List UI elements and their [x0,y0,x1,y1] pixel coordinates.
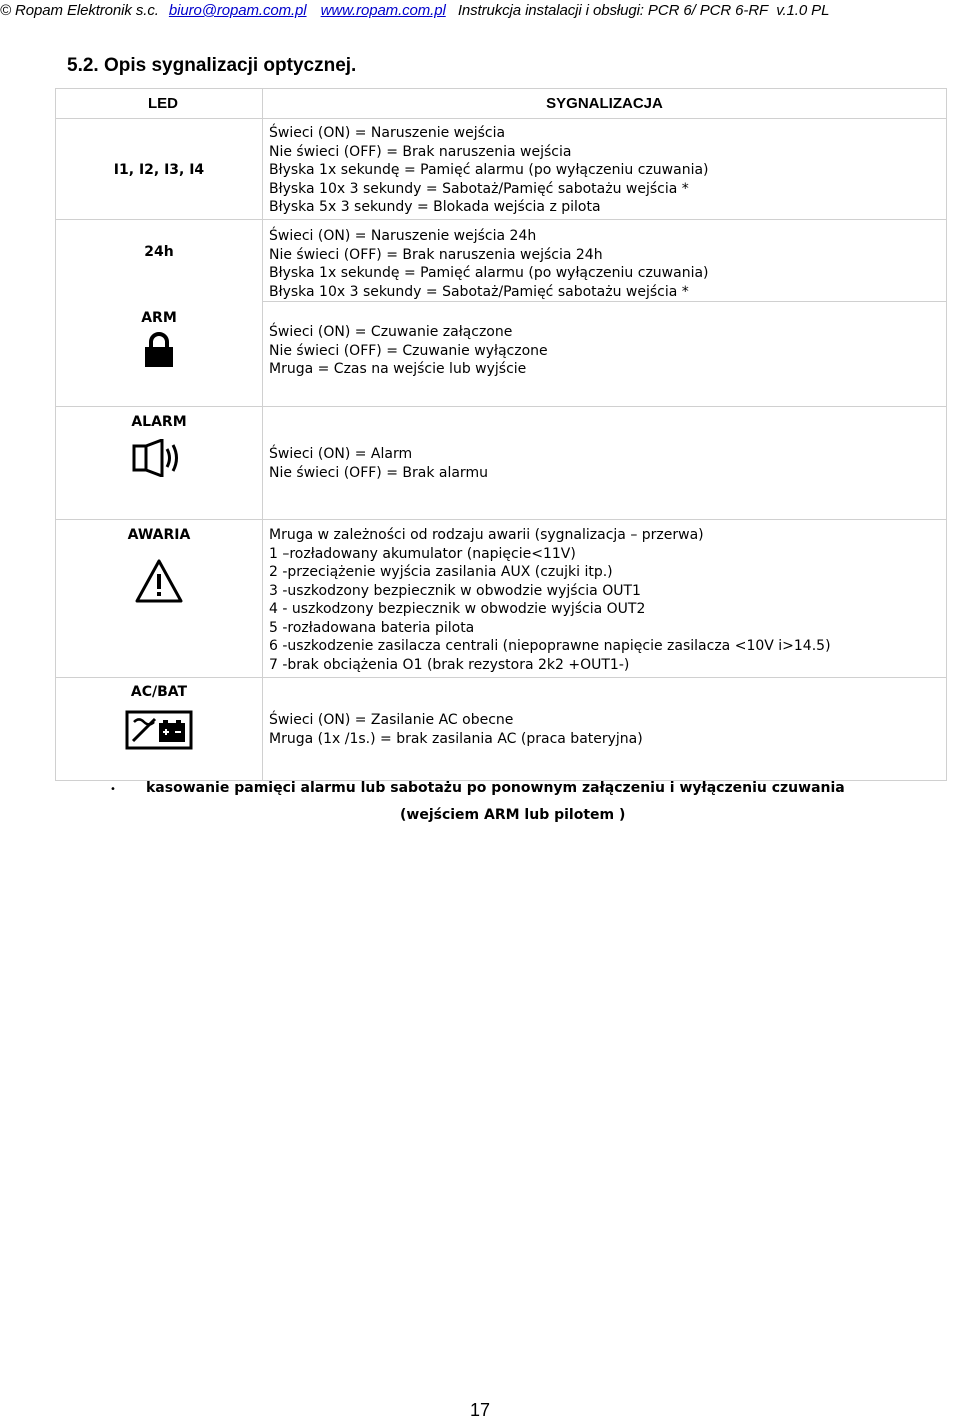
signal-line: 5 -rozładowana bateria pilota [269,619,475,636]
signal-cell [263,220,947,302]
led-column-header: LED [56,89,263,119]
signal-line: Błyska 10x 3 sekundy = Sabotaż/Pamięć sabotażu wejścia * [269,283,689,300]
signal-line: Nie świeci (OFF) = Brak naruszenia wejścia [269,143,572,160]
bullet-icon: • [110,784,116,795]
signal-line: Świeci (ON) = Zasilanie AC obecne [269,712,514,728]
signal-line: Mruga (1x /1s.) = brak zasilania AC (praca bateryjna) [269,730,643,747]
table-row [56,678,947,781]
signal-description [263,407,946,482]
reset-note-line-1: kasowanie pamięci alarmu lub sabotażu po ponownym załączeniu i wyłączeniu czuwania [146,780,845,796]
signal-cell [263,678,947,781]
table-row [56,220,947,302]
signal-description [263,220,946,301]
led-cell [56,220,263,302]
led-cell [56,302,263,407]
signal-line: Błyska 10x 3 sekundy = Sabotaż/Pamięć sabotażu wejścia * [269,180,689,197]
signal-line: 7 -brak obciążenia O1 (brak rezystora 2k2 +OUT1-) [269,656,630,673]
signal-line: Nie świeci (OFF) = Czuwanie wyłączone [269,342,548,359]
signal-line: Nie świeci (OFF) = Brak naruszenia wejścia 24h [269,246,603,263]
signal-description [263,119,946,217]
signal-line: Świeci (ON) = Czuwanie załączone [269,324,513,340]
padlock-icon [143,332,175,368]
led-signal-table [55,88,947,781]
signal-description [263,302,946,379]
led-cell [56,520,263,678]
ac-battery-icon [125,710,193,750]
signal-line: Błyska 1x sekundę = Pamięć alarmu (po wyłączeniu czuwania) [269,265,709,281]
signal-line: 3 -uszkodzony bezpiecznik w obwodzie wyjścia OUT1 [269,582,641,599]
signal-line: 2 -przeciążenie wyjścia zasilania AUX (czujki itp.) [269,564,613,580]
section-title: 5.2. Opis sygnalizacji optycznej. [67,55,357,76]
signal-line: 4 - uszkodzony bezpiecznik w obwodzie wyjścia OUT2 [269,601,646,617]
signal-line: 1 –rozładowany akumulator (napięcie<11V) [269,545,576,562]
website-link[interactable]: www.ropam.com.pl [320,2,446,19]
led-cell [56,678,263,781]
signal-description [263,678,946,748]
reset-note-line-2: (wejściem ARM lub pilotem ) [400,807,626,823]
table-header-row [56,89,947,119]
email-link[interactable]: biuro@ropam.com.pl [168,2,307,19]
signal-cell [263,302,947,407]
signal-column-header: SYGNALIZACJA [263,89,947,119]
page-number: 17 [469,1400,491,1420]
table-row [56,302,947,407]
warning-triangle-icon [134,558,184,604]
signal-line: 6 -uszkodzenie zasilacza centrali (niepoprawne napięcie zasilacza <10V i>14.5) [269,638,831,654]
led-cell [56,407,263,520]
page-header [0,2,960,22]
signal-line: Świeci (ON) = Naruszenie wejścia 24h [269,228,537,244]
signal-line: Świeci (ON) = Alarm [269,446,413,462]
led-name: ARM [141,309,177,326]
led-name: ALARM [131,414,187,430]
table-row [56,520,947,678]
company-name: © Ropam Elektronik s.c. [0,2,159,19]
signal-cell [263,407,947,520]
led-name: I1, I2, I3, I4 [113,162,205,178]
version-label: v.1.0 PL [776,2,830,19]
signal-description [263,520,946,674]
manual-title: Instrukcja instalacji i obsługi: PCR 6/ PCR 6-RF [457,2,769,19]
signal-line: Mruga w zależności od rodzaju awarii (sygnalizacja – przerwa) [269,527,704,543]
signal-line: Nie świeci (OFF) = Brak alarmu [269,464,488,481]
led-name: AWARIA [127,527,191,543]
led-cell [56,119,263,220]
table-row [56,407,947,520]
signal-cell [263,520,947,678]
signal-line: Świeci (ON) = Naruszenie wejścia [269,125,506,141]
led-name: 24h [144,244,174,260]
table-row [56,119,947,220]
siren-speaker-icon [132,439,186,477]
signal-line: Błyska 1x sekundę = Pamięć alarmu (po wyłączeniu czuwania) [269,162,709,178]
signal-cell [263,119,947,220]
signal-line: Mruga = Czas na wejście lub wyjście [269,361,527,377]
signal-line: Błyska 5x 3 sekundy = Blokada wejścia z pilota [269,199,601,215]
led-name: AC/BAT [130,684,188,700]
